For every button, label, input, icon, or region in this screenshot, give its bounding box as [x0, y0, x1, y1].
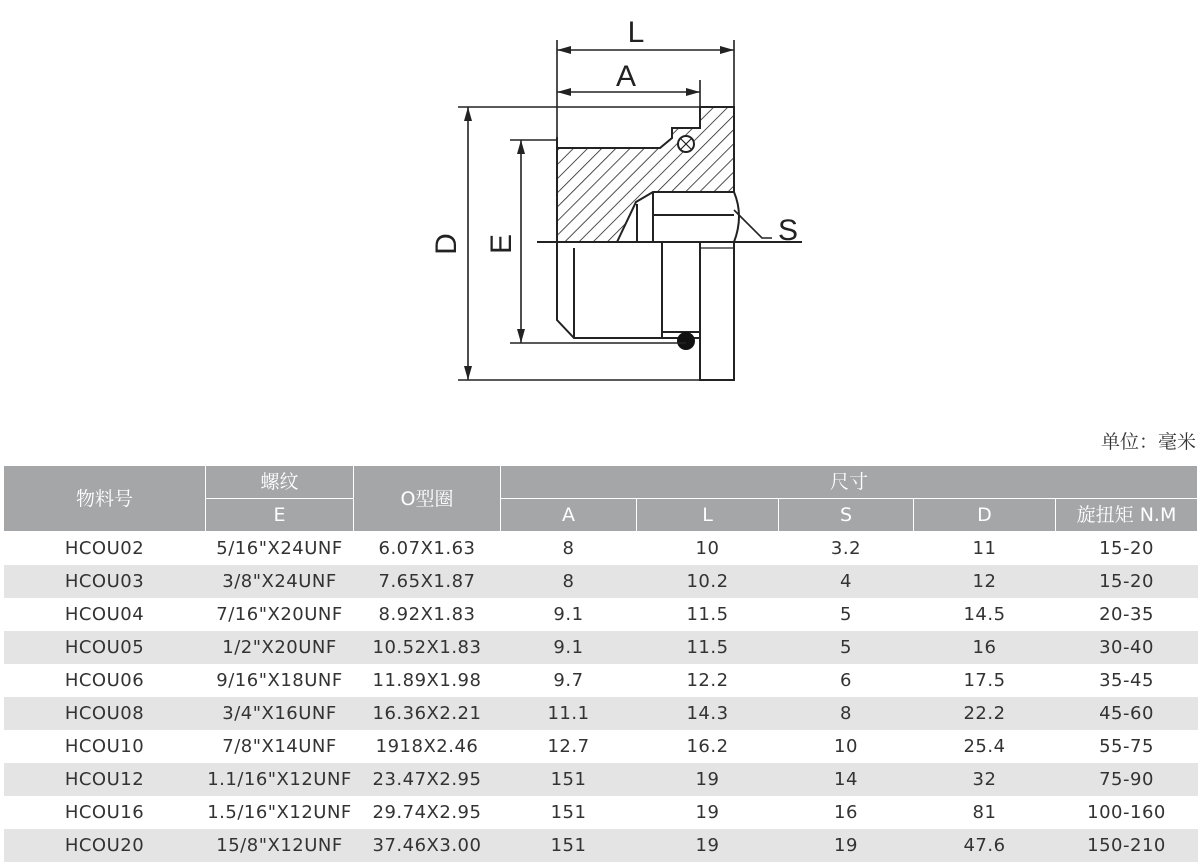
table-cell: 19	[637, 763, 779, 796]
table-cell: 11.5	[686, 604, 729, 625]
label-L: L	[627, 16, 645, 49]
table-row	[4, 697, 1198, 730]
table-cell: HCOU06	[64, 670, 145, 691]
table-cell: 4	[779, 565, 914, 598]
table-cell: 5	[779, 631, 914, 664]
table-cell: 17.5	[963, 670, 1006, 691]
header-s: S	[779, 499, 914, 532]
table-cell: 16	[834, 802, 858, 823]
table-cell: 9.1	[501, 631, 637, 664]
table-cell: 151	[501, 763, 637, 796]
table-cell: 19	[637, 829, 779, 862]
table-cell: 12.2	[686, 670, 729, 691]
table-cell: 15/8"X12UNF	[206, 829, 354, 862]
label-D: D	[430, 233, 463, 255]
header-thread: 螺纹	[206, 466, 354, 499]
table-cell: 151	[501, 829, 637, 862]
table-cell: 5	[840, 604, 852, 625]
plug-section	[557, 107, 739, 380]
table-cell: 1/2"X20UNF	[206, 631, 354, 664]
table-cell: 7/8"X14UNF	[222, 736, 337, 757]
table-row	[4, 796, 1198, 829]
table-cell: 12.7	[547, 736, 590, 757]
table-body	[4, 532, 1198, 863]
header-dimensions: 尺寸	[501, 466, 1198, 499]
table-cell: 11.89X1.98	[372, 670, 482, 691]
table-cell: 9.7	[553, 670, 584, 691]
header-thread-e: E	[206, 499, 354, 532]
table-cell: 22.2	[914, 697, 1056, 730]
table-cell: 150-210	[1056, 829, 1198, 862]
unit-label: 单位：毫米	[1100, 431, 1196, 453]
table-cell: 6.07X1.63	[378, 538, 476, 559]
table-row	[4, 829, 1198, 862]
table-cell: 10	[695, 538, 720, 559]
hatched-section	[557, 107, 734, 242]
table-cell: 11.5	[637, 631, 779, 664]
header-oring: O型圈	[354, 466, 501, 532]
table-cell: HCOU08	[4, 697, 206, 730]
table-row	[4, 532, 1198, 566]
table-cell: 1.1/16"X12UNF	[206, 763, 354, 796]
table-cell: HCOU10	[64, 736, 145, 757]
table-cell: 35-45	[1099, 670, 1154, 691]
table-cell: 45-60	[1056, 697, 1198, 730]
table-cell: 16.36X2.21	[354, 697, 501, 730]
table-cell: HCOU20	[4, 829, 206, 862]
table-cell: 20-35	[1099, 604, 1154, 625]
table-cell: HCOU16	[64, 802, 145, 823]
table-cell: 100-160	[1087, 802, 1166, 823]
table-cell: 10	[834, 736, 858, 757]
header-a: A	[501, 499, 637, 532]
table-cell: 29.74X2.95	[372, 802, 482, 823]
table-cell: 11	[972, 538, 997, 559]
table-cell: 1.5/16"X12UNF	[207, 802, 352, 823]
table-cell: 10.2	[637, 565, 779, 598]
table-cell: 3/8"X24UNF	[206, 565, 354, 598]
table-row	[4, 598, 1198, 631]
table-cell: 5/16"X24UNF	[216, 538, 343, 559]
table-cell: HCOU12	[4, 763, 206, 796]
table-cell: 16.2	[686, 736, 729, 757]
header-part-no: 物料号	[4, 466, 206, 532]
table-cell: 8	[562, 538, 575, 559]
table-cell: 30-40	[1056, 631, 1198, 664]
table-cell: 19	[779, 829, 914, 862]
header-torque: 旋扭矩 N.M	[1056, 499, 1198, 532]
header-l: L	[637, 499, 779, 532]
table-cell: 3.2	[830, 538, 862, 559]
table-cell: 6	[840, 670, 852, 691]
table-cell: 7/16"X20UNF	[216, 604, 343, 625]
table-cell: 37.46X3.00	[354, 829, 501, 862]
table-cell: 15-20	[1056, 565, 1198, 598]
technical-drawing	[0, 0, 1200, 420]
table-cell: 14.5	[963, 604, 1006, 625]
table-cell: 151	[550, 802, 587, 823]
label-A: A	[615, 60, 637, 93]
table-row	[4, 631, 1198, 664]
table-cell: 19	[695, 802, 720, 823]
table-cell: 9.1	[553, 604, 584, 625]
table-cell: 8.92X1.83	[378, 604, 476, 625]
table-cell: 55-75	[1099, 736, 1154, 757]
table-cell: 8	[779, 697, 914, 730]
table-cell: 9/16"X18UNF	[216, 670, 343, 691]
header-d: D	[914, 499, 1056, 532]
table-cell: 8	[501, 565, 637, 598]
table-cell: 25.4	[963, 736, 1006, 757]
table-cell: HCOU03	[4, 565, 206, 598]
table-cell: 75-90	[1056, 763, 1198, 796]
table-cell: 81	[972, 802, 997, 823]
hex-head	[700, 242, 734, 380]
table-cell: 3/4"X16UNF	[206, 697, 354, 730]
table-row	[4, 730, 1198, 763]
table-cell: 14.3	[637, 697, 779, 730]
table-cell: 10.52X1.83	[354, 631, 501, 664]
table-cell: 16	[914, 631, 1056, 664]
label-S: S	[777, 214, 799, 247]
o-ring-bottom	[677, 332, 695, 350]
table-cell: 11.1	[501, 697, 637, 730]
table-cell: 12	[914, 565, 1056, 598]
table-cell: 47.6	[914, 829, 1056, 862]
table-cell: 1918X2.46	[375, 736, 479, 757]
table-row	[4, 763, 1198, 796]
table-cell: 15-20	[1099, 538, 1154, 559]
thread-body	[557, 242, 662, 338]
label-E: E	[485, 233, 518, 255]
table-cell: HCOU05	[4, 631, 206, 664]
table-cell: 7.65X1.87	[354, 565, 501, 598]
table-cell: 14	[779, 763, 914, 796]
table-cell: HCOU02	[64, 538, 145, 559]
table-row	[4, 565, 1198, 598]
table-cell: HCOU04	[64, 604, 145, 625]
table-row	[4, 664, 1198, 697]
table-cell: 32	[914, 763, 1056, 796]
table-cell: 23.47X2.95	[354, 763, 501, 796]
spec-table	[3, 465, 1198, 862]
